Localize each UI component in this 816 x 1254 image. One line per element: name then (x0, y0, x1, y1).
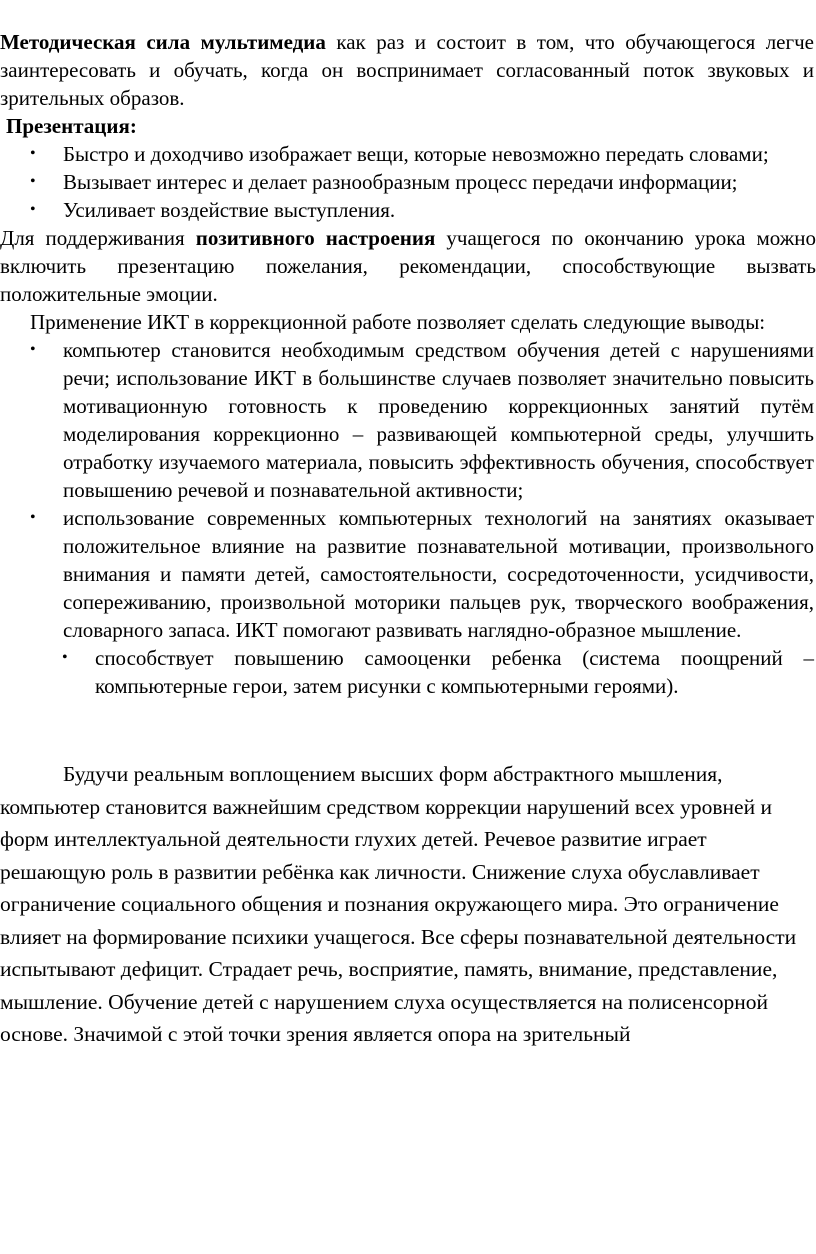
presentation-heading: Презентация: (6, 114, 137, 138)
ikt-list (0, 336, 816, 644)
list-item (0, 644, 816, 700)
mood-bold: позитивного настроения (195, 226, 436, 250)
closing-block (0, 758, 816, 1051)
ikt-sub-list (0, 644, 816, 700)
mood-paragraph (0, 224, 816, 308)
mood-after: учащегося по окончанию урока можно включить презентацию пожелания, рекомендации, способствующие вызвать положительные эмоции. (0, 226, 816, 306)
list-item-text: компьютер становится необходимым средством обучения детей с нарушениями речи; использование ИКТ в большинстве случаев позволяет значительно повысить мотивационную готовность к проведению коррекционных занятий путём моделирования коррекционно – развивающей компьютерной среды, улучшить отработку изучаемого материала, повысить эффективность обучения, способствует повышению речевой и познавательной активности; (63, 338, 814, 502)
list-item (0, 504, 816, 644)
presentation-list (0, 140, 816, 224)
document-page (0, 28, 816, 1051)
intro-bold-lead: Методическая сила мультимедиа (0, 30, 326, 54)
list-item-text: Вызывает интерес и делает разнообразным процесс передачи информации; (63, 170, 738, 194)
mood-before: Для поддерживания (0, 226, 196, 250)
list-item (0, 168, 816, 196)
list-item (0, 140, 816, 168)
bullet-icon: • (30, 509, 36, 526)
intro-rest: как раз и состоит в том, что обучающегося легче заинтересовать и обучать, когда он воспринимает согласованный поток звуковых и зрительных образов. (0, 30, 815, 110)
list-item-text: Быстро и доходчиво изображает вещи, которые невозможно передать словами; (63, 142, 769, 166)
list-item (0, 336, 816, 504)
list-item (0, 196, 816, 224)
list-item-text: Усиливает воздействие выступления. (63, 198, 396, 222)
list-item-text: способствует повышению самооценки ребенка (система поощрений – компьютерные герои, затем рисунки с компьютерными героями). (95, 646, 814, 698)
bullet-icon: • (30, 341, 36, 358)
closing-paragraph: Будучи реальным воплощением высших форм абстрактного мышления, компьютер становится важнейшим средством коррекции нарушений всех уровней и форм интеллектуальной деятельности глухих детей. Речевое развитие играет решающую роль в развитии ребёнка как личности. Снижение слуха обуславливает ограничение социального общения и познания окружающего мира. Это ограничение влияет на формирование психики учащегося. Все сферы познавательной деятельности испытывают дефицит. Страдает речь, восприятие, память, внимание, представление, мышление. Обучение детей с нарушением слуха осуществляется на полисенсорной основе. Значимой с этой точки зрения является опора на зрительный (0, 762, 797, 1046)
bullet-icon: • (62, 649, 68, 666)
ikt-lead: Применение ИКТ в коррекционной работе позволяет сделать следующие выводы: (30, 310, 766, 334)
bullet-icon: • (30, 145, 36, 162)
list-item-text: использование современных компьютерных технологий на занятиях оказывает положительное влияние на развитие познавательной мотивации, произвольного внимания и памяти детей, самостоятельности, сосредоточенности, усидчивости, сопереживанию, произвольной моторики пальцев рук, творческого воображения, словарного запаса. ИКТ помогают развивать наглядно-образное мышление. (63, 506, 814, 642)
bullet-icon: • (30, 173, 36, 190)
intro-paragraph (0, 28, 816, 112)
bullet-icon: • (30, 201, 36, 218)
